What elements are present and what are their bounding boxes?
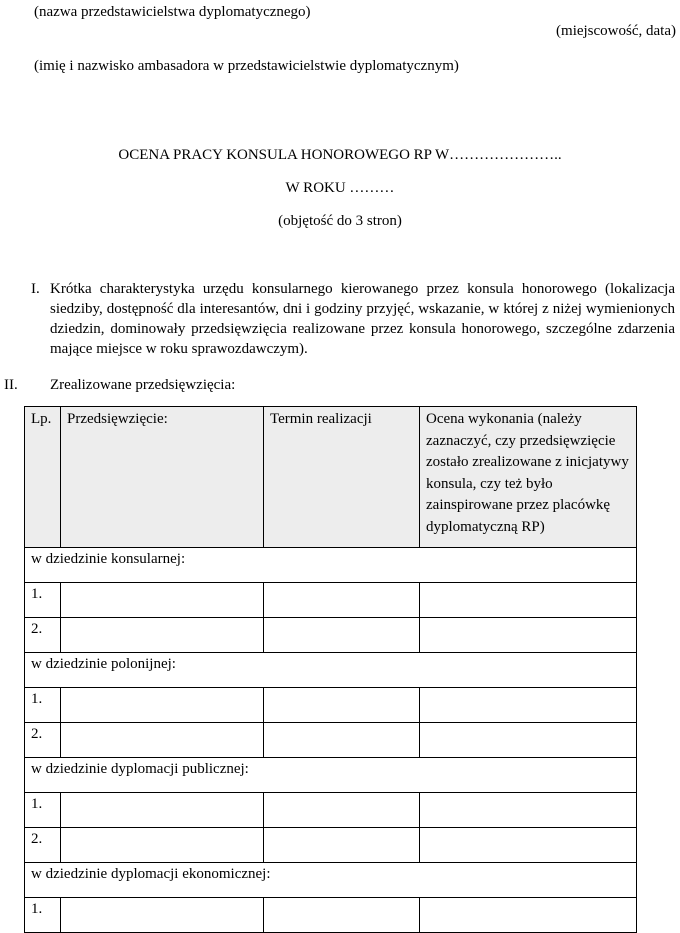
table-section-row (25, 653, 637, 688)
header-deadline: Termin realizacji (264, 407, 420, 548)
header-activity: Przedsięwzięcie: (61, 407, 264, 548)
table-section-row (25, 863, 637, 898)
table-row (25, 793, 637, 828)
activity-cell (61, 618, 264, 653)
header-evaluation: Ocena wykonania (należy zaznaczyć, czy przedsięwzięcie zostało zrealizowane z inicjatywy konsula, czy też było zainspirowane przez placówkę dyplomatyczną RP) (420, 407, 637, 548)
activity-cell (61, 688, 264, 723)
row-number-cell: 2. (25, 618, 61, 653)
activity-cell (61, 793, 264, 828)
section-label: w dziedzinie konsularnej: (25, 548, 637, 583)
row-number-cell: 1. (25, 793, 61, 828)
section-label: w dziedzinie dyplomacji ekonomicznej: (25, 863, 637, 898)
evaluation-cell (420, 723, 637, 758)
deadline-cell (264, 793, 420, 828)
ambassador-name-placeholder: (imię i nazwisko ambasadora w przedstawicielstwie dyplomatycznym) (34, 58, 459, 74)
evaluation-cell (420, 688, 637, 723)
row-number-cell: 2. (25, 828, 61, 863)
evaluation-cell (420, 618, 637, 653)
section-label: w dziedzinie dyplomacji publicznej: (25, 758, 637, 793)
deadline-cell (264, 618, 420, 653)
header-lp: Lp. (25, 407, 61, 548)
row-number-cell: 1. (25, 898, 61, 933)
activity-cell (61, 828, 264, 863)
evaluation-cell (420, 898, 637, 933)
row-number-cell: 1. (25, 688, 61, 723)
deadline-cell (264, 723, 420, 758)
place-date-placeholder: (miejscowość, data) (556, 23, 676, 39)
activity-cell (61, 898, 264, 933)
deadline-cell (264, 828, 420, 863)
table-row (25, 723, 637, 758)
table-row (25, 583, 637, 618)
mission-name-placeholder: (nazwa przedstawicielstwa dyplomatycznego) (34, 4, 311, 20)
activity-cell (61, 723, 264, 758)
table-section-row (25, 548, 637, 583)
table-row (25, 898, 637, 933)
activities-table (24, 406, 637, 933)
table-row (25, 688, 637, 723)
section-numeral-ii: II. (4, 377, 18, 393)
deadline-cell (264, 583, 420, 618)
evaluation-cell (420, 583, 637, 618)
row-number-cell: 2. (25, 723, 61, 758)
activity-cell (61, 583, 264, 618)
section-ii-text: Zrealizowane przedsięwzięcia: (50, 377, 236, 393)
evaluation-cell (420, 828, 637, 863)
deadline-cell (264, 688, 420, 723)
report-year: W ROKU ……… (285, 180, 395, 196)
document-title: OCENA PRACY KONSULA HONOROWEGO RP W………………….. (118, 147, 562, 163)
section-numeral-i: I. (31, 281, 40, 297)
row-number-cell: 1. (25, 583, 61, 618)
section-i-text: Krótka charakterystyka urzędu konsularnego kierowanego przez konsula honorowego (lokalizacja siedziby, dostępność dla interesantów, dni i godziny przyjęć, wskazanie, w której z niżej wymienionych dziedzin, dominowały przedsięwzięcia realizowane przez konsula honorowego, szczególne zdarzenia mające miejsce w roku sprawozdawczym). (50, 281, 675, 357)
evaluation-cell (420, 793, 637, 828)
table-header-row (25, 407, 637, 548)
deadline-cell (264, 898, 420, 933)
section-label: w dziedzinie polonijnej: (25, 653, 637, 688)
table-row (25, 618, 637, 653)
length-note: (objętość do 3 stron) (278, 213, 402, 229)
table-row (25, 828, 637, 863)
table-section-row (25, 758, 637, 793)
